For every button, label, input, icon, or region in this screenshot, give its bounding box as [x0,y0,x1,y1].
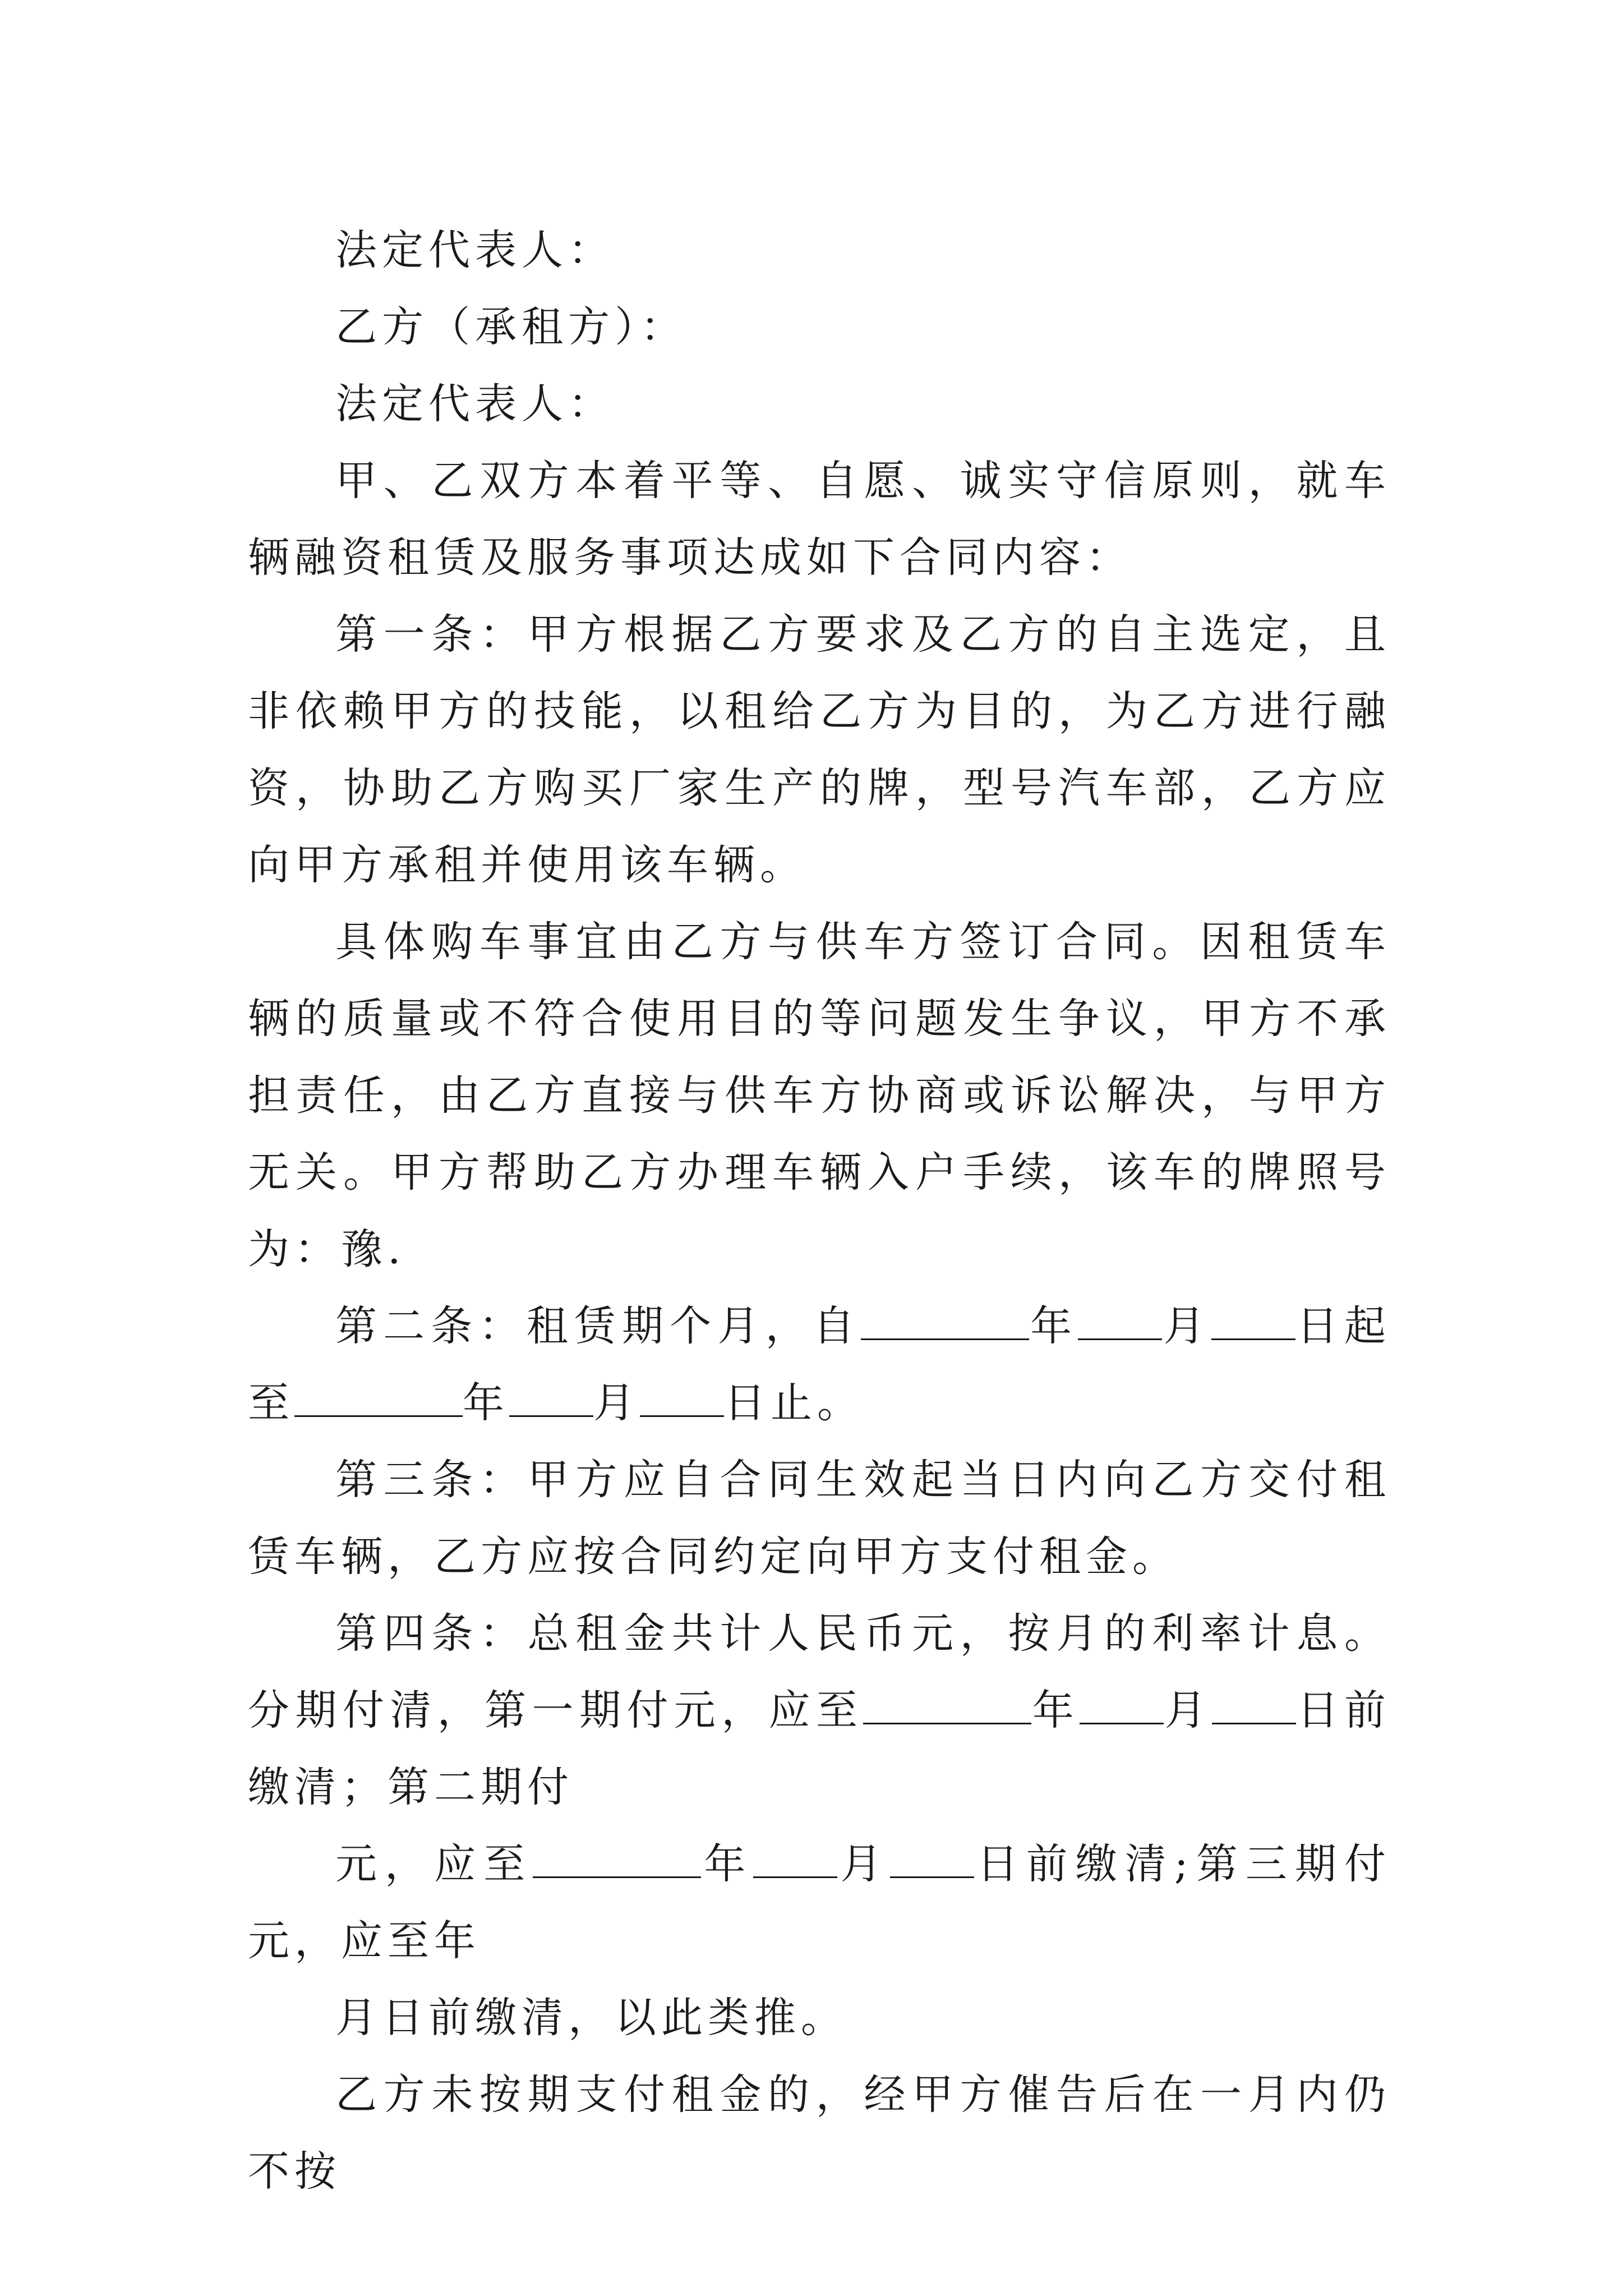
day-from-label: 日起至 [248,1302,1391,1427]
article-3-paragraph: 第三条：甲方应自合同生效起当日内向乙方交付租赁车辆，乙方应按合同约定向甲方支付租金。 [248,1456,1391,1581]
year-label: 年 [701,1840,754,1888]
month-blank [1080,1685,1164,1724]
month-blank [753,1839,837,1878]
month-blank [509,1378,593,1417]
installment-text: 元，应至 [335,1840,533,1888]
year-blank [863,1685,1031,1724]
month-blank [1078,1301,1162,1340]
article-1-continuation: 具体购车事宜由乙方与供车方签订合同。因租赁车辆的质量或不符合使用目的等问题发生争议，甲方不承担责任，由乙方直接与供车方协商或诉讼解决，与甲方无关。甲方帮助乙方办理车辆入户手续，该车的牌照号为：豫. [248,918,1391,1273]
day-blank [890,1839,974,1878]
article-2-paragraph [248,1288,1391,1442]
year-blank [861,1301,1029,1340]
third-installment-text: 第三期付元，应至年 [248,1840,1391,1965]
year-label: 年 [1029,1302,1078,1350]
month-label: 月 [1162,1302,1211,1350]
preamble-paragraph: 甲、乙双方本着平等、自愿、诚实守信原则，就车辆融资租赁及服务事项达成如下合同内容： [248,457,1391,582]
day-blank [640,1378,724,1417]
month-label: 月 [837,1840,890,1888]
second-installment-text: 第二期付 [388,1763,574,1811]
legal-rep-line-2: 法定代表人： [335,380,615,428]
article-4-continuation [248,1826,1391,1980]
day-blank [1211,1301,1295,1340]
year-label: 年 [1031,1686,1080,1734]
year-blank [533,1839,701,1878]
year-blank [294,1378,463,1417]
year-label: 年 [463,1379,509,1427]
month-label: 月 [593,1379,640,1427]
article-1-paragraph: 第一条：甲方根据乙方要求及乙方的自主选定，且非依赖甲方的技能，以租给乙方为目的，为乙方进行融资，协助乙方购买厂家生产的牌，型号汽车部，乙方应向甲方承租并使用该车辆。 [248,610,1391,889]
day-blank [1212,1685,1296,1724]
day-to-label: 日止。 [724,1379,864,1427]
month-label: 月 [1164,1686,1212,1734]
party-b-line: 乙方（承租方）： [335,303,687,351]
document-body [248,212,1391,2210]
legal-rep-line-1: 法定代表人： [335,226,615,274]
article-2-text: 第二条：租赁期个月，自 [335,1302,861,1350]
article-4-text: 第四条：总租金共计人民币元，按月的利率计息。分期付清，第一期付元，应至 [248,1609,1391,1734]
day-due-label: 日前缴清; [974,1840,1193,1888]
day-due-label: 日前缴清； [248,1686,1391,1811]
article-4-paragraph [248,1595,1391,1826]
article-4-tail: 月日前缴清，以此类推。 [335,1994,847,2042]
late-payment-paragraph: 乙方未按期支付租金的，经甲方催告后在一月内仍不按 [248,2070,1391,2196]
